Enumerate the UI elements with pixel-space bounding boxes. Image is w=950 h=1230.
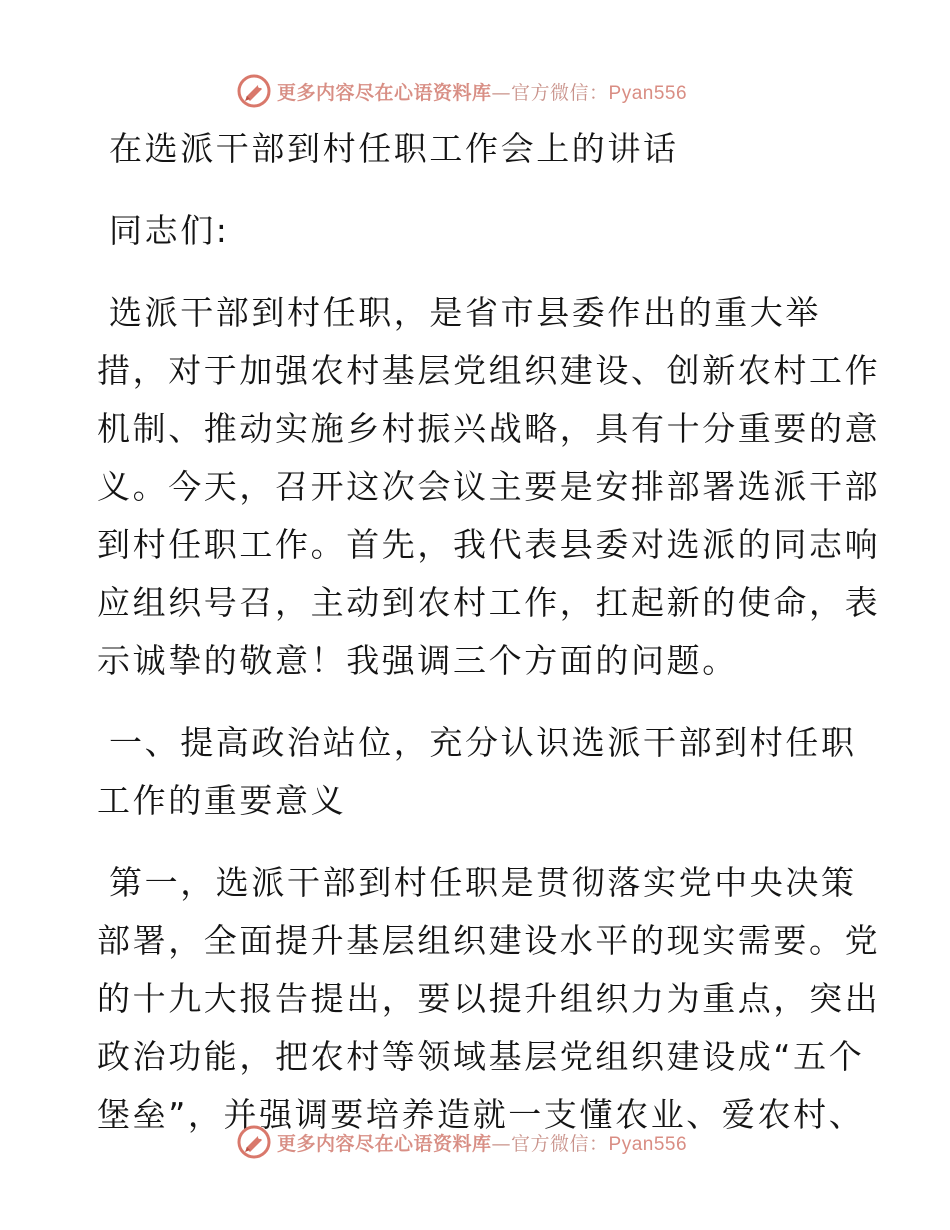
header-watermark bbox=[237, 73, 687, 109]
paragraph-line: 政治功能，把农村等领域基层党组织建设成“五个 bbox=[97, 1037, 865, 1076]
watermark-wechat-id: Pyan556 bbox=[608, 1133, 688, 1155]
watermark-wechat-id: Pyan556 bbox=[608, 82, 688, 104]
paragraph-line: 第一，选派干部到村任职是贯彻落实党中央决策 bbox=[109, 863, 857, 902]
watermark-text bbox=[277, 1129, 687, 1156]
heading-line: 一、提高政治站位，充分认识选派干部到村任职 bbox=[109, 723, 857, 762]
paragraph-line: 应组织号召，主动到农村工作，扛起新的使命，表 bbox=[97, 583, 881, 622]
watermark-separator: — bbox=[491, 1132, 512, 1155]
brand-logo-icon bbox=[237, 74, 271, 108]
brand-logo-icon bbox=[237, 1125, 271, 1159]
watermark-label: 官方微信： bbox=[511, 1132, 609, 1155]
paragraph-line: 义。今天，召开这次会议主要是安排部署选派干部 bbox=[97, 467, 881, 506]
heading-line: 工作的重要意义 bbox=[97, 781, 347, 820]
paragraph-line: 到村任职工作。首先，我代表县委对选派的同志响 bbox=[97, 525, 881, 564]
paragraph-line: 措，对于加强农村基层党组织建设、创新农村工作 bbox=[97, 351, 881, 390]
watermark-label: 官方微信： bbox=[511, 81, 609, 104]
section-heading-1 bbox=[97, 714, 857, 830]
watermark-separator: — bbox=[491, 81, 512, 104]
watermark-brand: 更多内容尽在心语资料库 bbox=[277, 81, 492, 104]
watermark-text bbox=[277, 78, 687, 105]
paragraph-line: 示诚挚的敬意！我强调三个方面的问题。 bbox=[97, 641, 738, 680]
watermark-brand: 更多内容尽在心语资料库 bbox=[277, 1132, 492, 1155]
footer-watermark bbox=[237, 1124, 687, 1160]
document-title: 在选派干部到村任职工作会上的讲话 bbox=[109, 129, 679, 168]
paragraph-line: 堡垒”，并强调要培养造就一支懂农业、爱农村、 bbox=[97, 1095, 865, 1134]
paragraph-line: 选派干部到村任职，是省市县委作出的重大举 bbox=[109, 293, 821, 332]
salutation: 同志们: bbox=[109, 211, 230, 250]
paragraph-line: 部署，全面提升基层组织建设水平的现实需要。党 bbox=[97, 921, 881, 960]
paragraph-line: 的十九大报告提出，要以提升组织力为重点，突出 bbox=[97, 979, 881, 1018]
document-body bbox=[97, 120, 881, 1144]
paragraph-line: 机制、推动实施乡村振兴战略，具有十分重要的意 bbox=[97, 409, 881, 448]
point-1-paragraph bbox=[97, 854, 881, 1144]
intro-paragraph bbox=[97, 284, 881, 690]
